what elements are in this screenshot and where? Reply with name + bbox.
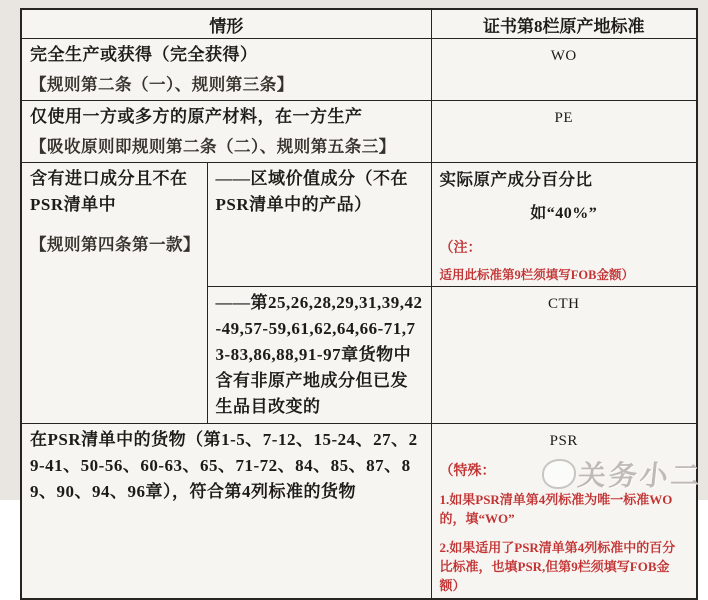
header-standard: 证书第8栏原产地标准 xyxy=(431,9,697,39)
rvc-value-example: 如“40%” xyxy=(530,205,598,222)
psr-situation-text: 在PSR清单中的货物（第1-5、7-12、15-24、27、29-41、50-56、60-63、65、71-72、84、85、87、89、90、94、96章），符合第4列标准的货物 xyxy=(30,430,418,501)
cell-wo-code xyxy=(431,39,697,101)
cell-imported-situation xyxy=(21,163,207,424)
header-situation: 情形 xyxy=(21,9,431,39)
psr-special-item-1: 1.如果PSR清单第4列标准为唯一标准WO的，填“WO” xyxy=(439,492,673,526)
cell-psr-standard xyxy=(431,424,697,600)
psr-special-item-2: 2.如果适用了PSR清单第4列标准中的百分比标准，也填PSR,但第9栏须填写FOB金额） xyxy=(439,540,676,593)
imported-rule-reference: 【规则第四条第一款】 xyxy=(30,235,200,254)
cell-rvc-description xyxy=(207,163,431,287)
origin-criteria-table xyxy=(20,8,698,600)
rvc-note-body: 适用此标准第9栏须填写FOB金额） xyxy=(439,268,634,282)
cell-cth-code xyxy=(431,287,697,424)
psr-special-head: （特殊： xyxy=(439,464,496,479)
rvc-note-head: （注： xyxy=(439,241,482,256)
pe-situation-text: 仅使用一方或多方的原产材料，在一方生产 xyxy=(30,107,363,126)
cell-rvc-standard xyxy=(431,163,697,287)
watermark-text: 关务小二 xyxy=(576,460,704,491)
cth-code: CTH xyxy=(548,296,580,312)
rvc-description-text: ——区域价值成分（不在PSR清单中的产品） xyxy=(215,169,408,214)
cell-psr-situation xyxy=(21,424,431,600)
table-header-row xyxy=(21,9,697,39)
cell-wo-situation xyxy=(21,39,431,101)
rvc-value-title: 实际原产成分百分比 xyxy=(439,170,593,189)
row-regional-value-content xyxy=(21,163,697,287)
row-wholly-obtained xyxy=(21,39,697,101)
cth-description-text: ——第25,26,28,29,31,39,42-49,57-59,61,62,64,66-71,73-83,86,88,91-97章货物中含有非原产地成分但已发生品目改变的 xyxy=(215,293,423,416)
wo-code: WO xyxy=(550,48,577,64)
wo-rule-reference: 【规则第二条（一）、规则第三条】 xyxy=(30,75,294,94)
cell-cth-description xyxy=(207,287,431,424)
pe-rule-reference: 【吸收原则即规则第二条（二）、规则第五条三】 xyxy=(30,137,396,156)
wo-situation-text: 完全生产或获得（完全获得） xyxy=(30,45,258,64)
row-product-specific-rules xyxy=(21,424,697,600)
cell-pe-code xyxy=(431,101,697,163)
cell-pe-situation xyxy=(21,101,431,163)
row-produced-entirely xyxy=(21,101,697,163)
imported-situation-text: 含有进口成分且不在PSR清单中 xyxy=(30,169,188,214)
psr-code: PSR xyxy=(549,433,578,449)
pe-code: PE xyxy=(554,110,573,126)
